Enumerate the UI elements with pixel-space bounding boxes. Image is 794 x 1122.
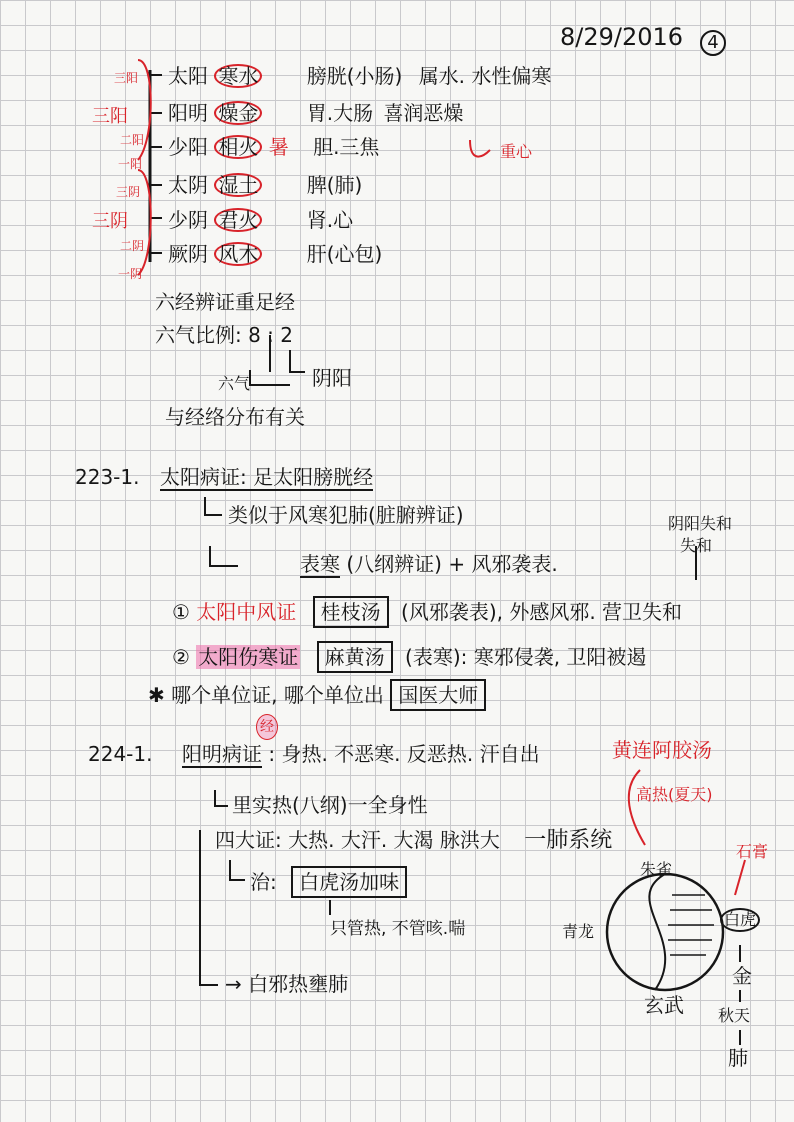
chain-item: 金: [732, 964, 752, 988]
meridian-name: 阳明: [168, 101, 208, 125]
section-title-desc: : 身热. 不恶寒. 反恶热. 汗自出: [268, 742, 540, 766]
meridian-element: 湿土: [214, 173, 262, 197]
branch-label: 阴阳: [312, 366, 352, 390]
meridian-organs: 脾(肺): [306, 173, 363, 197]
meridian-organs: 胆.三焦: [313, 135, 380, 159]
meridian-row: [168, 242, 382, 266]
arrow-note: 重心: [500, 142, 533, 161]
chain-item: 肺: [728, 1046, 748, 1070]
diagram-label: 青龙: [562, 922, 595, 941]
margin-label: 三阳: [92, 106, 128, 127]
system-label: 一肺系统: [524, 828, 613, 853]
sub-label: 四大证:: [215, 828, 282, 852]
meridian-element-note: 暑: [268, 135, 289, 159]
section-title: [182, 742, 540, 766]
meridian-row: [168, 135, 379, 159]
item-label: 太阳中风证: [196, 600, 297, 624]
side-note: 阴阳失和: [668, 514, 733, 533]
summary-line: 六气比例: 8 : 2: [155, 323, 293, 347]
treat-row: [250, 870, 407, 894]
section-title: [160, 465, 373, 489]
item-formula: 麻黄汤: [317, 641, 393, 673]
margin-label: 三阴: [116, 185, 141, 199]
item-row: [172, 600, 682, 624]
meridian-organs: 肾.心: [306, 208, 354, 232]
meridian-row: [168, 64, 551, 88]
arrow-line-b: (八纲辨证) + 风邪袭表.: [346, 552, 558, 576]
item-number: ①: [172, 600, 190, 624]
arrow-line: [300, 552, 558, 576]
meridian-name: 少阴: [168, 208, 208, 232]
diagram-label: 朱雀: [640, 860, 673, 879]
treat-formula: 白虎汤加味: [291, 866, 407, 898]
sub-items: 大热. 大汗. 大渴 脉洪大: [288, 828, 500, 852]
treat-label: 治:: [250, 870, 277, 894]
page-number: 4: [700, 30, 726, 56]
diagram-label-circled: [720, 908, 760, 932]
meridian-element: 君火: [214, 208, 262, 232]
diagram-red-note: 石膏: [736, 842, 769, 861]
summary-line: 与经络分布有关: [165, 405, 305, 429]
title-mark: 经: [256, 714, 278, 740]
item-label: 太阳伤寒证: [198, 645, 299, 669]
section-title-text: 太阳病证: 足太阳膀胱经: [160, 465, 374, 489]
arrow-line: 类似于风寒犯肺(脏腑辨证): [228, 503, 464, 527]
star-icon: ✱: [148, 683, 165, 707]
arrow-line-a: 表寒: [300, 552, 340, 576]
star-note: [148, 683, 486, 707]
meridian-name: 厥阴: [168, 242, 208, 266]
margin-label: 二阴: [120, 239, 145, 253]
meridian-name: 少阳: [168, 135, 208, 159]
meridian-element: 相火: [214, 135, 262, 159]
diagram-label: 玄武: [644, 993, 684, 1017]
arrow-line: → 白邪热壅肺: [225, 972, 349, 996]
meridian-row: [168, 173, 362, 197]
meridian-organs: 膀胱(小肠): [306, 64, 403, 88]
item-desc: (表寒): 寒邪侵袭, 卫阳被遏: [405, 645, 647, 669]
page-date: 8/29/2016: [560, 23, 684, 51]
item-formula: 桂枝汤: [313, 596, 389, 628]
red-subheading: 高热(夏天): [636, 785, 713, 804]
red-heading: 黄连阿胶汤: [612, 738, 712, 762]
margin-label: 三阴: [92, 211, 128, 232]
star-note-boxed: 国医大师: [390, 679, 486, 711]
side-note: 失和: [680, 536, 713, 555]
meridian-element: 寒水: [214, 64, 262, 88]
treat-note: 只管热, 不管咳.喘: [330, 919, 466, 939]
meridian-extra: 喜润恶燥: [383, 101, 464, 125]
margin-label: 一阴: [118, 267, 143, 281]
item-number: ②: [172, 645, 190, 669]
meridian-organs: 肝(心包): [306, 242, 383, 266]
chain-item: 秋天: [718, 1006, 751, 1025]
meridian-name: 太阴: [168, 173, 208, 197]
section-ref: 224-1.: [88, 742, 153, 766]
margin-label: 三阳: [114, 71, 139, 85]
meridian-organs: 胃.大肠: [306, 101, 374, 125]
star-note-text: 哪个单位证, 哪个单位出: [171, 683, 384, 707]
sub-row: [215, 828, 612, 853]
meridian-name: 太阳: [168, 64, 208, 88]
diagram-circled-text: 白虎: [720, 908, 760, 932]
margin-label: 二阳: [120, 133, 145, 147]
meridian-element: 燥金: [214, 101, 262, 125]
summary-line: 六经辨证重足经: [155, 290, 295, 314]
item-desc: (风邪袭表), 外感风邪. 营卫失和: [401, 600, 683, 624]
meridian-row: [168, 208, 353, 232]
meridian-row: [168, 101, 463, 125]
item-row: [172, 645, 646, 669]
margin-label: 一阳: [118, 157, 143, 171]
arrow-line: 里实热(八纲)一全身性: [232, 793, 428, 817]
branch-label: 六气: [218, 374, 251, 393]
meridian-element: 风木: [214, 242, 262, 266]
meridian-extra: 属水. 水性偏寒: [418, 64, 552, 88]
section-title-text: 阳明病证: [182, 742, 262, 766]
section-ref: 223-1.: [75, 465, 140, 489]
